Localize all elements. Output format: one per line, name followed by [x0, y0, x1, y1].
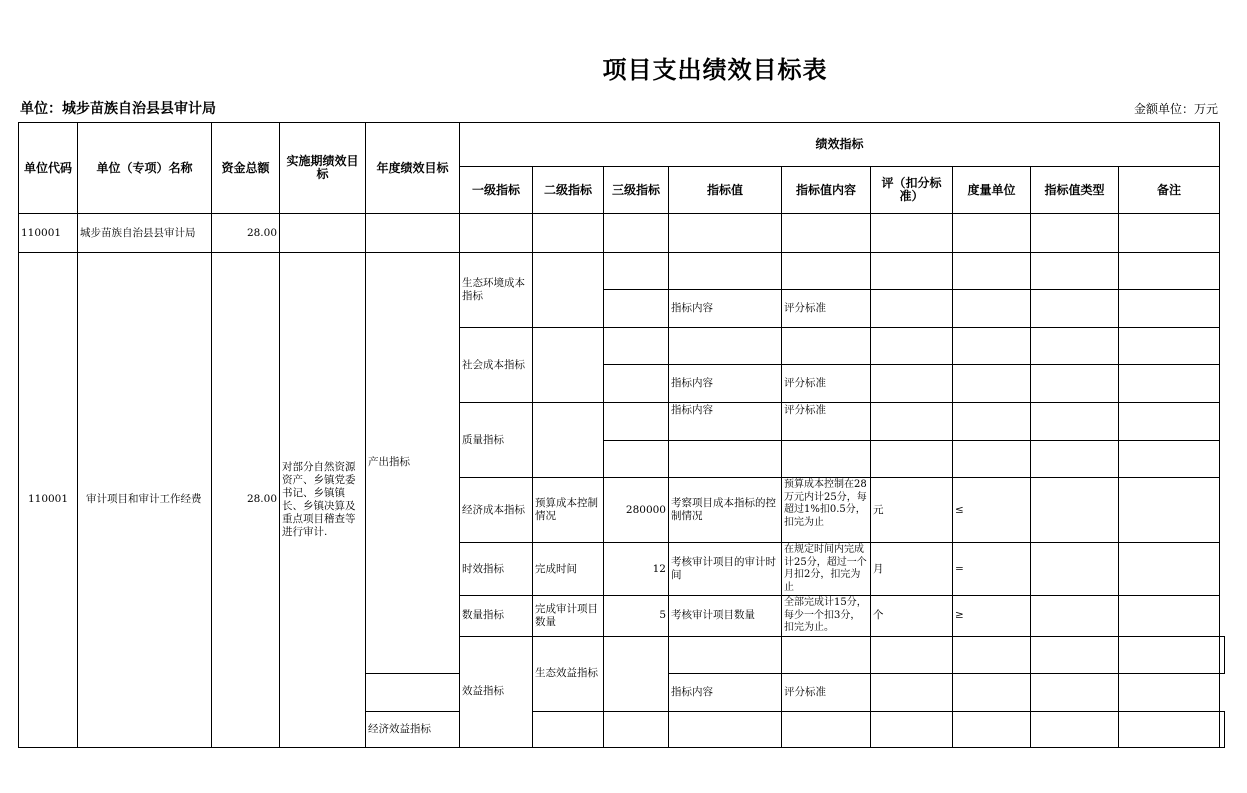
- time-l3: 完成时间: [533, 543, 604, 596]
- header-remark: 备注: [1119, 167, 1220, 214]
- header-code: 单位代码: [19, 123, 78, 214]
- econ-value: 280000: [604, 478, 669, 543]
- header-value-type: 指标值类型: [1031, 167, 1119, 214]
- qty-l3: 完成审计项目数量: [533, 596, 604, 637]
- header-measure-unit: 度量单位: [953, 167, 1031, 214]
- indicator-content: 指标内容: [669, 365, 782, 403]
- table-row: [19, 253, 1225, 290]
- scoring-standard: 评分标准: [782, 673, 871, 711]
- output-indicator-label: 产出指标: [366, 253, 460, 674]
- scoring-standard: 评分标准: [782, 403, 871, 441]
- econ-l3: 预算成本控制情况: [533, 478, 604, 543]
- header-value-content: 指标值内容: [782, 167, 871, 214]
- l2-social-cost: 社会成本指标: [460, 328, 533, 403]
- l2-eco-benefit: 生态效益指标: [533, 636, 604, 711]
- econ-scoring: 预算成本控制在28万元内计25分，每超过1%扣0.5分，扣完为止: [782, 478, 871, 543]
- time-type: =: [953, 543, 1031, 596]
- header-level2: 二级指标: [533, 167, 604, 214]
- time-value: 12: [604, 543, 669, 596]
- header-scoring: 评（扣分标准）: [871, 167, 953, 214]
- header-period-target: 实施期绩效目标: [280, 123, 366, 214]
- qty-value: 5: [604, 596, 669, 637]
- header-annual-target: 年度绩效目标: [366, 123, 460, 214]
- l2-quality: 质量指标: [460, 403, 533, 478]
- header-level3: 三级指标: [604, 167, 669, 214]
- econ-unit: 元: [871, 478, 953, 543]
- header-level1: 一级指标: [460, 167, 533, 214]
- scoring-standard: 评分标准: [782, 290, 871, 328]
- econ-type: ≤: [953, 478, 1031, 543]
- qty-content: 考核审计项目数量: [669, 596, 782, 637]
- econ-content: 考察项目成本指标的控制情况: [669, 478, 782, 543]
- header-name: 单位（专项）名称: [78, 123, 212, 214]
- qty-type: ≥: [953, 596, 1031, 637]
- qty-unit: 个: [871, 596, 953, 637]
- summary-total: 28.00: [212, 214, 280, 253]
- time-scoring: 在规定时间内完成计25分，超过一个月扣2分，扣完为止: [782, 543, 871, 596]
- performance-table: [18, 122, 1225, 748]
- l2-time: 时效指标: [460, 543, 533, 596]
- project-name: 审计项目和审计工作经费: [78, 253, 212, 748]
- summary-name: 城步苗族自治县县审计局: [78, 214, 212, 253]
- project-total: 28.00: [212, 253, 280, 748]
- money-unit-label: 金额单位：万元: [1133, 102, 1218, 116]
- l2-eco-cost: 生态环境成本指标: [460, 253, 533, 328]
- time-unit: 月: [871, 543, 953, 596]
- summary-code: 110001: [19, 214, 78, 253]
- table-row: [19, 214, 1225, 253]
- header-value: 指标值: [669, 167, 782, 214]
- qty-scoring: 全部完成计15分，每少一个扣3分，扣完为止。: [782, 596, 871, 637]
- page-title: 项目支出绩效目标表: [602, 55, 828, 84]
- l2-quantity: 数量指标: [460, 596, 533, 637]
- l2-econ-benefit: 经济效益指标: [366, 711, 460, 747]
- indicator-content: 指标内容: [669, 673, 782, 711]
- benefit-indicator-label: 效益指标: [460, 636, 533, 747]
- l2-econ-cost: 经济成本指标: [460, 478, 533, 543]
- indicator-content: 指标内容: [669, 290, 782, 328]
- scoring-standard: 评分标准: [782, 365, 871, 403]
- header-total: 资金总额: [212, 123, 280, 214]
- project-period-target: 对部分自然资源资产、乡镇党委书记、乡镇镇长、乡镇决算及重点项目稽查等进行审计.: [280, 253, 366, 748]
- indicator-content: 指标内容: [669, 403, 782, 441]
- header-indicators: 绩效指标: [460, 123, 1220, 167]
- time-content: 考核审计项目的审计时间: [669, 543, 782, 596]
- unit-label: 单位：城步苗族自治县县审计局: [20, 101, 216, 117]
- project-code: 110001: [19, 253, 78, 748]
